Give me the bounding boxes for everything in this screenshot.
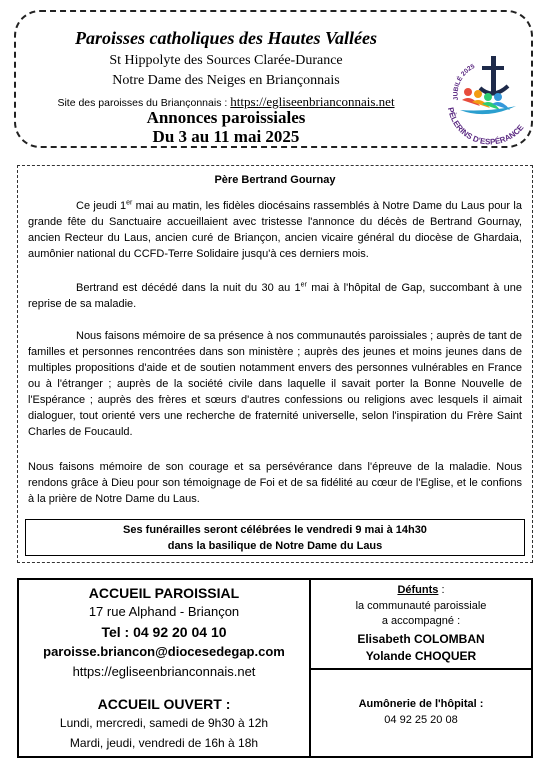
accueil-website[interactable]: https://egliseenbrianconnais.net — [72, 664, 256, 679]
defunts-heading: Défunts : — [397, 584, 445, 596]
funeral-line-2: dans la basilique de Notre Dame du Laus — [167, 540, 383, 552]
logo-motto-text: PÈLERINS D'ESPÉRANCE — [445, 106, 526, 147]
article-title: Père Bertrand Gournay — [214, 174, 336, 186]
website-link[interactable]: https://egliseenbrianconnais.net — [230, 94, 395, 109]
parish-title: Paroisses catholiques des Hautes Vallées — [74, 28, 377, 48]
website-lead: Site des paroisses du Briançonnais : — [57, 97, 228, 109]
accueil-email[interactable]: paroisse.briancon@diocesedegap.com — [43, 644, 285, 659]
article-paragraph-4: Nous faisons mémoire de son courage et sa persévérance dans l'épreuve de la maladie. Nous rendons grâce à Dieu pour son témoignage de Foi et de sa fidélité au cœur de l'Eglise, et le confions à la prière de Notre Dame du Laus. — [28, 461, 522, 505]
accueil-panel — [19, 580, 311, 756]
defunts-panel — [311, 580, 531, 670]
funeral-notice — [25, 519, 525, 556]
svg-text:JUBILÉ 2025 — [452, 63, 476, 101]
accueil-address: 17 rue Alphand - Briançon — [88, 604, 240, 619]
hopital-phone[interactable]: 04 92 25 20 08 — [384, 714, 458, 726]
parish-name-2: Notre Dame des Neiges en Briançonnais — [112, 73, 340, 88]
defunts-line-2: a accompagné : — [381, 615, 461, 627]
defunt-name: Elisabeth COLOMBAN — [357, 632, 485, 646]
announce-title: Annonces paroissiales — [146, 108, 306, 127]
defunts-title: Défunts — [397, 584, 439, 596]
hopital-title: Aumônerie de l'hôpital : — [358, 698, 484, 710]
defunts-line-1: la communauté paroissiale — [355, 600, 487, 612]
article-paragraph-1: Ce jeudi 1er mai au matin, les fidèles diocésains rassemblés à Notre Dame du Laus pour la grande fête du Sanctuaire accueillaient avec tristesse l'annonce du décès de Bertrand Gournay, ancien Recteur du Laus, ancien curé de Briançon, ancien vicaire général du diocèse de Ghardaia, aumônier national du CCFD-Terre Solidaire jusqu'à ces derniers mois. — [28, 199, 522, 260]
announce-dates: Du 3 au 11 mai 2025 — [152, 127, 300, 146]
header-box — [14, 10, 533, 148]
parish-name-1: St Hippolyte des Sources Clarée-Durance — [109, 53, 343, 68]
info-box — [17, 578, 533, 758]
hopital-panel — [311, 670, 531, 756]
jubilee-logo — [436, 48, 536, 148]
logo-jubile-text: JUBILÉ 2025 — [452, 62, 477, 101]
accueil-title: ACCUEIL PAROISSIAL — [88, 585, 240, 601]
article-box — [17, 165, 533, 563]
accueil-open-title: ACCUEIL OUVERT : — [97, 696, 231, 712]
accueil-hours-1: Lundi, mercredi, samedi de 9h30 à 12h — [59, 716, 269, 730]
accueil-hours-2: Mardi, jeudi, vendredi de 16h à 18h — [69, 736, 259, 750]
article-paragraph-3: Nous faisons mémoire de sa présence à nos communautés paroissiales ; auprès de tant de familles et personnes rencontrées dans son ministère ; auprès des jeunes et moins jeunes dans de multiples propositions d'aide et de soutien notamment envers des personnes vulnérables en France ou à l'étranger ; auprès de la société civile dans laquelle il savait porter la Bonne Nouvelle de l'Espérance ; auprès des frères et sœurs d'autres confessions ou religions avec lesquels il aimait dialoguer, tout orienté vers une recherche de fraternité universelle, selon l'inspiration du Frère Saint Charles de Foucauld. — [28, 330, 522, 438]
article-paragraph-2: Bertrand est décédé dans la nuit du 30 au 1er mai à l'hôpital de Gap, succombant à une reprise de sa maladie. — [28, 281, 522, 310]
funeral-line-1: Ses funérailles seront célébrées le vendredi 9 mai à 14h30 — [123, 524, 427, 536]
accueil-phone[interactable]: Tel : 04 92 20 04 10 — [101, 624, 227, 640]
defunt-name: Yolande CHOQUER — [365, 649, 477, 663]
